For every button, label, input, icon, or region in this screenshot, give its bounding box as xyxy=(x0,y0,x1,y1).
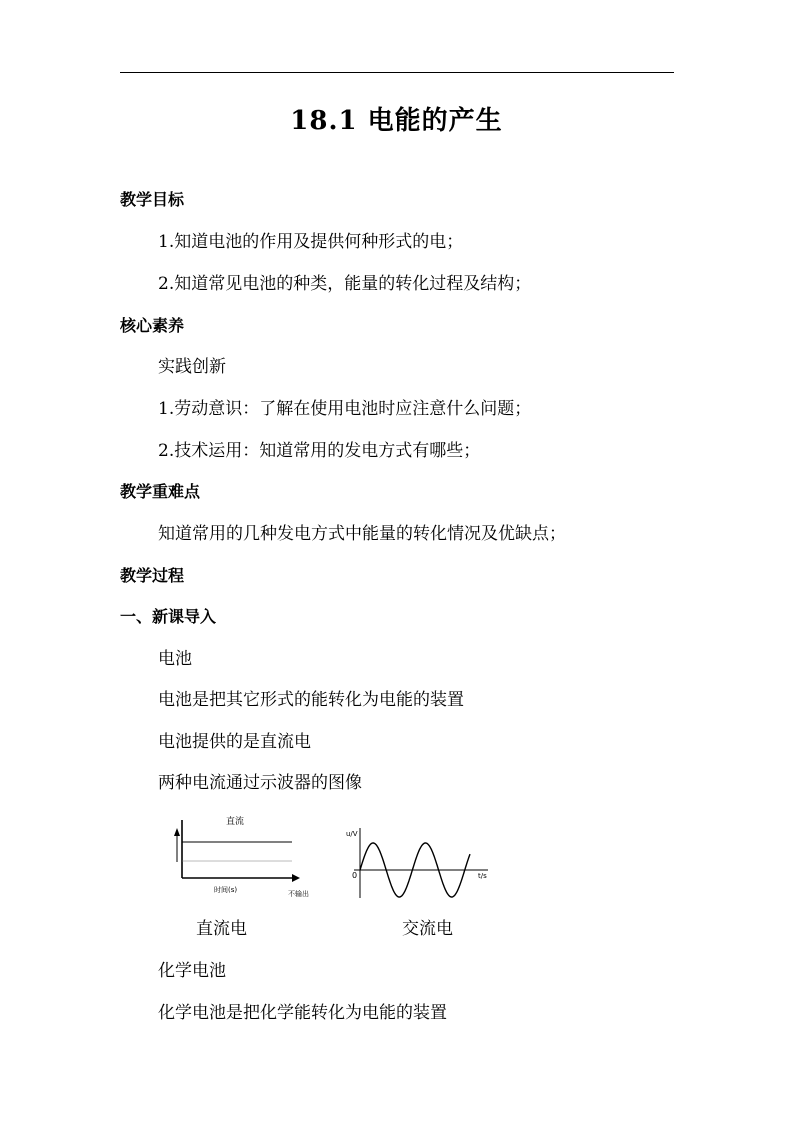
section-heading-intro: 一、新课导入 xyxy=(120,607,217,626)
after-figure-item: 化学电池是把化学能转化为电能的装置 xyxy=(158,1003,447,1023)
ac-y-label: u/V xyxy=(346,830,358,838)
goal-item: 1.知道电池的作用及提供何种形式的电； xyxy=(158,232,464,252)
section-heading-literacy: 核心素养 xyxy=(120,316,185,335)
intro-item: 电池提供的是直流电 xyxy=(158,732,311,752)
literacy-item: 实践创新 xyxy=(158,357,226,377)
dc-caption: 直流电 xyxy=(196,919,247,939)
after-figure-item: 化学电池 xyxy=(158,961,226,981)
header-rule xyxy=(120,72,674,73)
intro-item: 电池 xyxy=(158,649,192,669)
literacy-item: 2.技术运用：知道常用的发电方式有哪些； xyxy=(158,441,481,461)
dc-current-figure xyxy=(160,810,326,902)
dc-x-label: 时间(s) xyxy=(214,886,238,894)
dc-top-label: 直流 xyxy=(226,817,245,827)
ac-caption: 交流电 xyxy=(402,919,453,939)
goal-item: 2.知道常见电池的种类，能量的转化过程及结构； xyxy=(158,274,532,294)
ac-origin-label: 0 xyxy=(352,871,358,880)
ac-current-figure xyxy=(342,822,492,902)
section-heading-key: 教学重难点 xyxy=(120,482,201,501)
section-heading-goals: 教学目标 xyxy=(120,190,185,209)
page-title: 18.1 电能的产生 xyxy=(290,106,503,136)
key-item: 知道常用的几种发电方式中能量的转化情况及优缺点； xyxy=(158,524,566,544)
intro-item: 两种电流通过示波器的图像 xyxy=(158,773,362,793)
ac-x-label: t/s xyxy=(478,872,487,880)
section-heading-process: 教学过程 xyxy=(120,566,185,585)
dc-x-right-label: 不输出 xyxy=(288,890,309,898)
intro-item: 电池是把其它形式的能转化为电能的装置 xyxy=(158,690,464,710)
literacy-item: 1.劳动意识：了解在使用电池时应注意什么问题； xyxy=(158,399,532,419)
